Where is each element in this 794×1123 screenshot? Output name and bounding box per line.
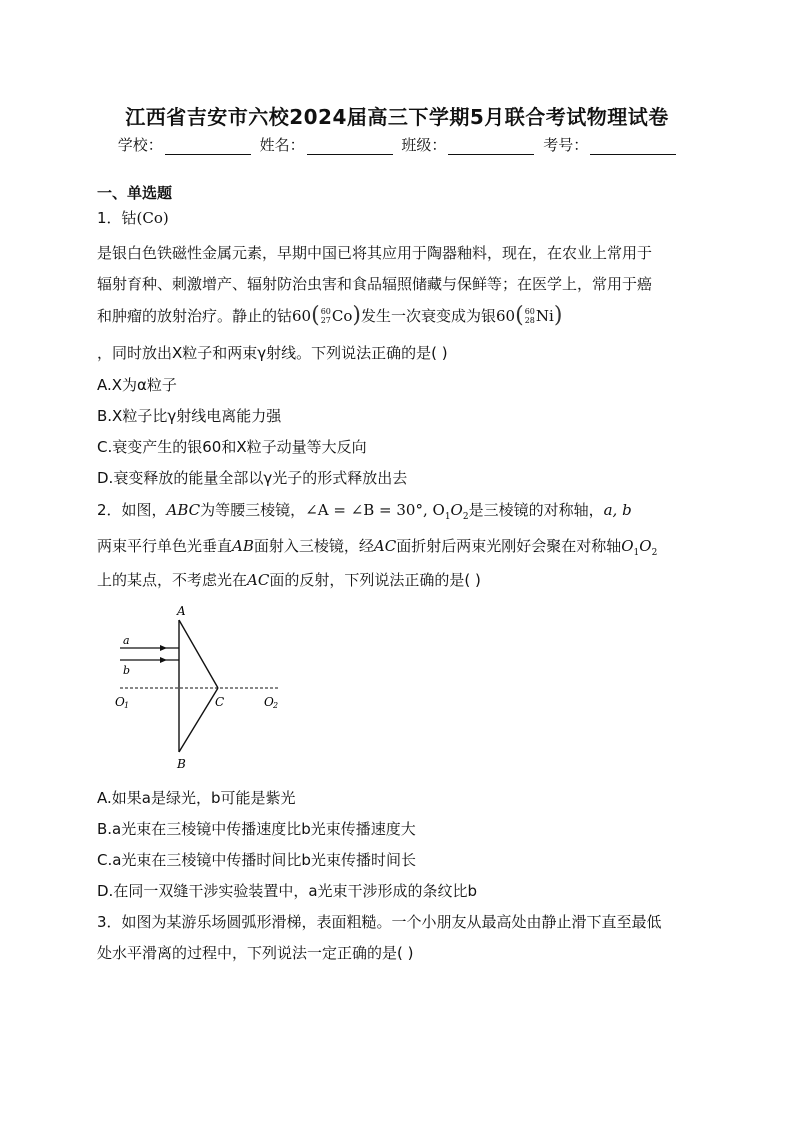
label-a-vertex: A (177, 604, 186, 618)
beam-b-arrow (160, 657, 167, 663)
q1-line3: 和肿瘤的放射治疗。静止的钴 60 ( 60 27 Co ) 发生一次衰变成为银 60 ( 60 28 Ni ) (97, 303, 563, 328)
q1-option-d[interactable]: D.衰变释放的能量全部以γ光子的形式释放出去 (97, 469, 408, 487)
class-blank[interactable] (448, 140, 534, 155)
class-field[interactable]: 班级： (401, 134, 534, 155)
q1-stem-start: 1．钴(Co) (97, 209, 169, 227)
label-beam-a: a (123, 634, 130, 647)
prism-side-bc (179, 688, 218, 752)
q3-line1: 3．如图为某游乐场圆弧形滑梯，表面粗糙。一个小朋友从最高处由静止滑下直至最低 (97, 913, 662, 931)
school-blank[interactable] (165, 140, 251, 155)
q2-option-d[interactable]: D.在同一双缝干涉实验装置中，a光束干涉形成的条纹比b (97, 882, 478, 900)
q1-line1: 是银白色铁磁性金属元素，早期中国已将其应用于陶器釉料，现在，在农业上常用于 (97, 244, 653, 262)
beam-a-arrow (160, 645, 167, 651)
school-field[interactable]: 学校： (118, 134, 251, 155)
nickel-isotope: 60 ( 60 28 Ni ) (496, 303, 563, 328)
q2-line1: 2．如图，ABC为等腰三棱镜，∠A = ∠B = 30°, $O_1O_2$是三棱镜的对称轴，a, b (97, 501, 632, 522)
prism-figure (108, 600, 288, 775)
q2-line2: 两束平行单色光垂直AB面射入三棱镜，经AC面折射后两束光刚好会聚在对称轴$O_1O_2$ (97, 537, 658, 558)
section-title: 一、单选题 (97, 184, 173, 202)
label-o2-sub: 2 (273, 701, 279, 710)
prism-side-ac (179, 620, 218, 688)
name-field[interactable]: 姓名： (260, 134, 393, 155)
q1-line2: 辐射育种、刺激增产、辐射防治虫害和食品辐照储藏与保鲜等；在医学上，常用于癌 (97, 275, 653, 293)
label-o1-sub: 1 (124, 701, 130, 710)
label-o2: O (264, 695, 274, 709)
label-beam-b: b (123, 664, 131, 677)
number-field[interactable]: 考号： (543, 134, 676, 155)
q2-line3: 上的某点，不考虑光在AC面的反射，下列说法正确的是( ) (97, 571, 481, 589)
label-o1: O (115, 695, 125, 709)
label-b-vertex: B (177, 757, 186, 771)
name-blank[interactable] (307, 140, 393, 155)
number-blank[interactable] (590, 140, 676, 155)
cobalt-isotope: 60 ( 60 27 Co ) (292, 303, 361, 328)
q1-option-c[interactable]: C.衰变产生的银60和X粒子动量等大反向 (97, 438, 367, 456)
q1-option-b[interactable]: B.X粒子比γ射线电离能力强 (97, 407, 282, 425)
label-c-vertex: C (215, 695, 225, 709)
q3-line2: 处水平滑离的过程中，下列说法一定正确的是( ) (97, 944, 414, 962)
q2-option-c[interactable]: C.a光束在三棱镜中传播时间比b光束传播时间长 (97, 851, 416, 869)
q2-option-b[interactable]: B.a光束在三棱镜中传播速度比b光束传播速度大 (97, 820, 416, 838)
student-info-fields (0, 134, 794, 155)
q2-option-a[interactable]: A.如果a是绿光，b可能是紫光 (97, 789, 296, 807)
page-title: 江西省吉安市六校2024届高三下学期5月联合考试物理试卷 (125, 105, 669, 129)
q1-line4: ，同时放出X粒子和两束γ射线。下列说法正确的是( ) (97, 344, 448, 362)
q1-option-a[interactable]: A.X为α粒子 (97, 376, 177, 394)
